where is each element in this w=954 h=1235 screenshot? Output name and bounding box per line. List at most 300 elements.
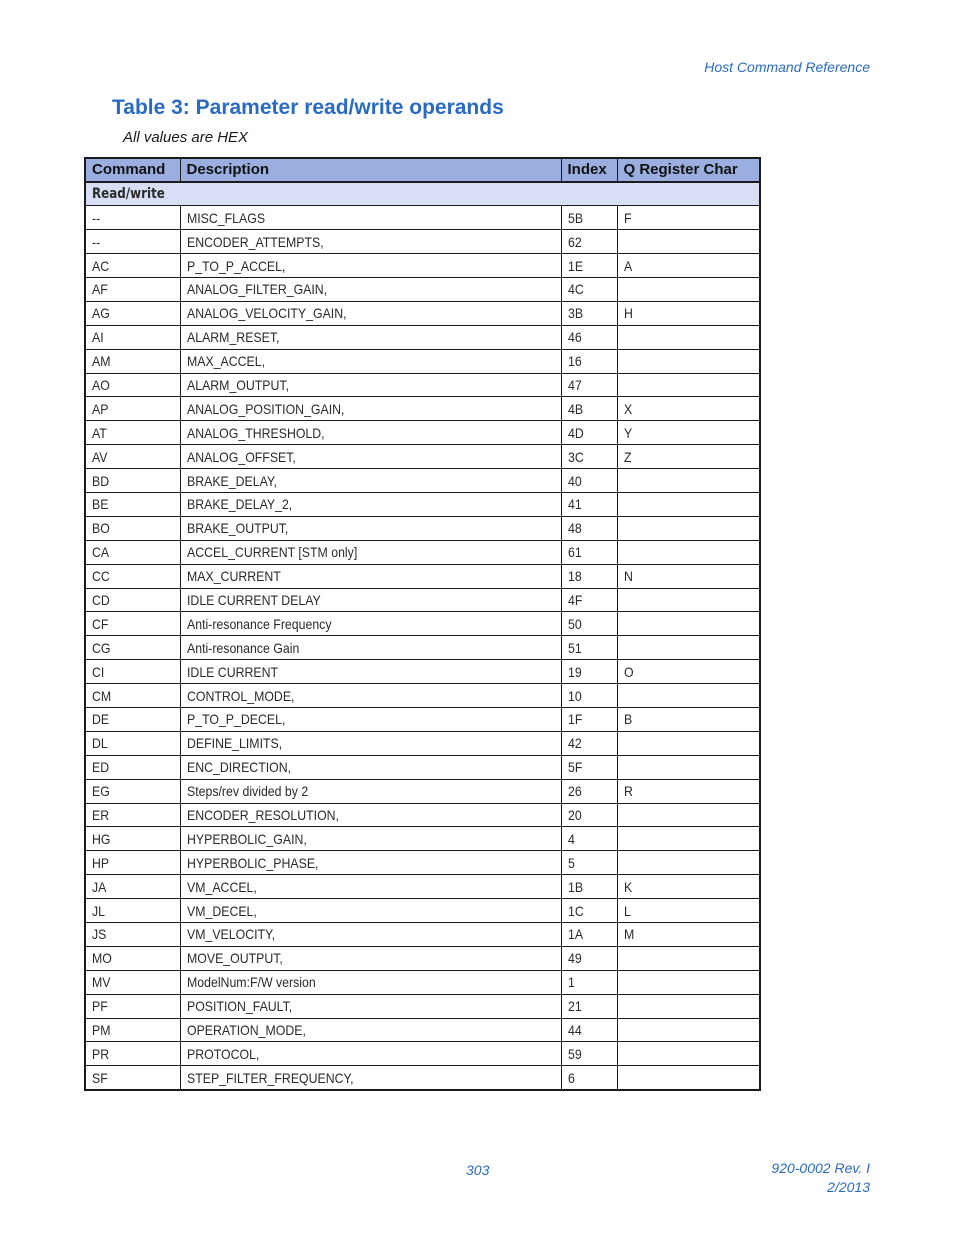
cell-index bbox=[561, 1018, 617, 1042]
cell-command bbox=[85, 803, 180, 827]
cell-index-text: 6 bbox=[567, 1069, 575, 1086]
cell-description-text: IDLE CURRENT bbox=[186, 663, 278, 680]
cell-command-text: BD bbox=[92, 472, 110, 489]
cell-command bbox=[85, 970, 180, 994]
cell-q-register-char bbox=[617, 827, 760, 851]
cell-command-text: AV bbox=[92, 448, 108, 465]
cell-q-register-char-text: M bbox=[623, 926, 634, 943]
cell-q-register-char bbox=[617, 373, 760, 397]
table-row bbox=[85, 779, 760, 803]
cell-command-text: HG bbox=[92, 830, 111, 847]
cell-index bbox=[561, 277, 617, 301]
cell-description-text: Anti-resonance Frequency bbox=[186, 615, 331, 632]
cell-command-text: AC bbox=[92, 257, 110, 274]
cell-index-text: 4D bbox=[567, 424, 584, 441]
cell-q-register-char bbox=[617, 875, 760, 899]
cell-q-register-char bbox=[617, 1018, 760, 1042]
table-row bbox=[85, 230, 760, 254]
cell-command-text: JA bbox=[92, 878, 107, 895]
table-row bbox=[85, 588, 760, 612]
cell-command bbox=[85, 516, 180, 540]
cell-index-text: 1F bbox=[567, 711, 582, 728]
table-row bbox=[85, 206, 760, 230]
section-label: Read/write bbox=[92, 186, 165, 203]
cell-q-register-char bbox=[617, 899, 760, 923]
cell-index-text: 48 bbox=[567, 520, 582, 537]
cell-index-text: 46 bbox=[567, 329, 582, 346]
cell-index bbox=[561, 636, 617, 660]
table-row bbox=[85, 923, 760, 947]
cell-q-register-char bbox=[617, 397, 760, 421]
table-row bbox=[85, 731, 760, 755]
cell-command-text: ED bbox=[92, 759, 110, 776]
table-row bbox=[85, 564, 760, 588]
cell-index bbox=[561, 923, 617, 947]
cell-description-text: BRAKE_DELAY, bbox=[186, 472, 277, 489]
cell-description bbox=[180, 684, 561, 708]
cell-description-text: P_TO_P_DECEL, bbox=[186, 711, 285, 728]
cell-description bbox=[180, 277, 561, 301]
table-row bbox=[85, 1018, 760, 1042]
footer-doc-info bbox=[771, 1159, 870, 1197]
cell-index bbox=[561, 660, 617, 684]
cell-description bbox=[180, 660, 561, 684]
cell-description-text: ANALOG_THRESHOLD, bbox=[186, 424, 325, 441]
running-header: Host Command Reference bbox=[704, 59, 870, 75]
cell-index-text: 19 bbox=[567, 663, 582, 680]
table-body bbox=[85, 182, 760, 1090]
cell-q-register-char bbox=[617, 1066, 760, 1090]
cell-command bbox=[85, 731, 180, 755]
cell-index-text: 1B bbox=[567, 878, 583, 895]
cell-q-register-char-text: L bbox=[623, 902, 631, 919]
cell-command-text: AO bbox=[92, 376, 110, 393]
cell-index-text: 4B bbox=[567, 400, 583, 417]
cell-description-text: Steps/rev divided by 2 bbox=[186, 783, 308, 800]
section-label-cell bbox=[85, 182, 760, 206]
cell-index-text: 4F bbox=[567, 591, 582, 608]
cell-command-text: BO bbox=[92, 520, 110, 537]
cell-q-register-char bbox=[617, 684, 760, 708]
cell-command-text: AF bbox=[92, 281, 108, 298]
cell-description bbox=[180, 1018, 561, 1042]
cell-index-text: 49 bbox=[567, 950, 582, 967]
cell-description bbox=[180, 779, 561, 803]
cell-q-register-char bbox=[617, 540, 760, 564]
cell-index bbox=[561, 206, 617, 230]
cell-description bbox=[180, 923, 561, 947]
cell-command bbox=[85, 254, 180, 278]
cell-index-text: 3B bbox=[567, 305, 583, 322]
cell-command bbox=[85, 1042, 180, 1066]
cell-index-text: 10 bbox=[567, 687, 582, 704]
cell-command bbox=[85, 230, 180, 254]
table-row bbox=[85, 899, 760, 923]
cell-command-text: -- bbox=[92, 233, 101, 250]
cell-q-register-char-text: H bbox=[623, 305, 633, 322]
cell-command-text: MO bbox=[92, 950, 112, 967]
cell-index bbox=[561, 875, 617, 899]
cell-q-register-char bbox=[617, 254, 760, 278]
cell-command bbox=[85, 445, 180, 469]
cell-index bbox=[561, 516, 617, 540]
cell-description-text: ENC_DIRECTION, bbox=[186, 759, 291, 776]
cell-index bbox=[561, 421, 617, 445]
cell-description-text: POSITION_FAULT, bbox=[186, 998, 292, 1015]
table-header bbox=[85, 158, 760, 182]
table-row bbox=[85, 946, 760, 970]
cell-command bbox=[85, 469, 180, 493]
cell-q-register-char-text: A bbox=[623, 257, 632, 274]
cell-command bbox=[85, 875, 180, 899]
cell-index bbox=[561, 301, 617, 325]
cell-description-text: HYPERBOLIC_GAIN, bbox=[186, 830, 307, 847]
cell-description-text: IDLE CURRENT DELAY bbox=[186, 591, 321, 608]
table-row bbox=[85, 970, 760, 994]
table-row bbox=[85, 445, 760, 469]
cell-command bbox=[85, 301, 180, 325]
section-row bbox=[85, 182, 760, 206]
cell-command bbox=[85, 397, 180, 421]
header-row bbox=[85, 158, 760, 182]
cell-index-text: 26 bbox=[567, 783, 582, 800]
cell-command-text: ER bbox=[92, 806, 110, 823]
cell-index-text: 50 bbox=[567, 615, 582, 632]
parameter-table bbox=[84, 157, 761, 1091]
cell-q-register-char bbox=[617, 445, 760, 469]
cell-q-register-char-text: K bbox=[623, 878, 632, 895]
cell-q-register-char bbox=[617, 588, 760, 612]
table-row bbox=[85, 1066, 760, 1090]
cell-description bbox=[180, 230, 561, 254]
cell-index-text: 18 bbox=[567, 568, 582, 585]
cell-index bbox=[561, 469, 617, 493]
cell-description-text: ALARM_RESET, bbox=[186, 329, 279, 346]
cell-description bbox=[180, 612, 561, 636]
cell-description-text: ANALOG_OFFSET, bbox=[186, 448, 296, 465]
cell-description bbox=[180, 325, 561, 349]
cell-command bbox=[85, 492, 180, 516]
cell-index bbox=[561, 325, 617, 349]
cell-index-text: 40 bbox=[567, 472, 582, 489]
cell-index bbox=[561, 492, 617, 516]
cell-index-text: 20 bbox=[567, 806, 582, 823]
cell-q-register-char bbox=[617, 325, 760, 349]
cell-index bbox=[561, 1066, 617, 1090]
cell-index-text: 59 bbox=[567, 1045, 582, 1062]
cell-q-register-char bbox=[617, 755, 760, 779]
cell-description-text: ENCODER_ATTEMPTS, bbox=[186, 233, 324, 250]
cell-command-text: HP bbox=[92, 854, 110, 871]
cell-description bbox=[180, 851, 561, 875]
cell-index bbox=[561, 254, 617, 278]
cell-command bbox=[85, 349, 180, 373]
cell-description-text: P_TO_P_ACCEL, bbox=[186, 257, 285, 274]
column-header-description: Description bbox=[180, 158, 561, 182]
cell-description-text: ModelNum:F/W version bbox=[186, 974, 316, 991]
cell-description-text: MAX_ACCEL, bbox=[186, 353, 265, 370]
cell-description-text: ALARM_OUTPUT, bbox=[186, 376, 289, 393]
cell-index-text: 44 bbox=[567, 1022, 582, 1038]
table-row bbox=[85, 349, 760, 373]
cell-description-text: ANALOG_POSITION_GAIN, bbox=[186, 400, 344, 417]
cell-index bbox=[561, 684, 617, 708]
cell-command bbox=[85, 277, 180, 301]
cell-command-text: CC bbox=[92, 568, 110, 585]
column-header-command: Command bbox=[85, 158, 180, 182]
cell-index-text: 3C bbox=[567, 448, 584, 465]
cell-index bbox=[561, 588, 617, 612]
cell-command-text: -- bbox=[92, 209, 101, 226]
column-header-index: Index bbox=[561, 158, 617, 182]
cell-command-text: PR bbox=[92, 1045, 110, 1062]
cell-description bbox=[180, 206, 561, 230]
cell-index-text: 21 bbox=[567, 998, 582, 1015]
cell-index-text: 5 bbox=[567, 854, 575, 871]
table-row bbox=[85, 397, 760, 421]
cell-description bbox=[180, 946, 561, 970]
cell-command bbox=[85, 946, 180, 970]
cell-command-text: CF bbox=[92, 615, 109, 632]
cell-command bbox=[85, 660, 180, 684]
cell-index bbox=[561, 827, 617, 851]
cell-description-text: CONTROL_MODE, bbox=[186, 687, 294, 704]
table-row bbox=[85, 612, 760, 636]
table-row bbox=[85, 875, 760, 899]
cell-command bbox=[85, 588, 180, 612]
cell-description-text: ANALOG_FILTER_GAIN, bbox=[186, 281, 327, 298]
cell-q-register-char-text: N bbox=[623, 568, 633, 585]
cell-q-register-char-text: Z bbox=[623, 448, 632, 465]
table-row bbox=[85, 851, 760, 875]
cell-description-text: VM_ACCEL, bbox=[186, 878, 257, 895]
cell-command-text: MV bbox=[92, 974, 111, 991]
cell-command bbox=[85, 827, 180, 851]
cell-description-text: MOVE_OUTPUT, bbox=[186, 950, 283, 967]
cell-index bbox=[561, 899, 617, 923]
cell-command-text: CD bbox=[92, 591, 110, 608]
table-row bbox=[85, 254, 760, 278]
cell-index bbox=[561, 564, 617, 588]
cell-q-register-char bbox=[617, 516, 760, 540]
cell-index bbox=[561, 612, 617, 636]
table-row bbox=[85, 492, 760, 516]
cell-q-register-char bbox=[617, 564, 760, 588]
cell-q-register-char bbox=[617, 707, 760, 731]
cell-command bbox=[85, 1018, 180, 1042]
cell-q-register-char bbox=[617, 660, 760, 684]
cell-description-text: VM_VELOCITY, bbox=[186, 926, 275, 943]
cell-q-register-char bbox=[617, 277, 760, 301]
cell-index bbox=[561, 1042, 617, 1066]
cell-command-text: CA bbox=[92, 544, 110, 561]
cell-command-text: CI bbox=[92, 663, 105, 680]
cell-description bbox=[180, 899, 561, 923]
cell-q-register-char bbox=[617, 1042, 760, 1066]
cell-index bbox=[561, 755, 617, 779]
cell-index bbox=[561, 946, 617, 970]
cell-index-text: 41 bbox=[567, 496, 582, 513]
cell-command bbox=[85, 612, 180, 636]
cell-q-register-char bbox=[617, 349, 760, 373]
cell-command bbox=[85, 1066, 180, 1090]
table-row bbox=[85, 803, 760, 827]
cell-description-text: ENCODER_RESOLUTION, bbox=[186, 806, 339, 823]
cell-description bbox=[180, 540, 561, 564]
cell-description-text: OPERATION_MODE, bbox=[186, 1022, 306, 1038]
cell-command-text: DE bbox=[92, 711, 110, 728]
cell-description-text: STEP_FILTER_FREQUENCY, bbox=[186, 1069, 354, 1086]
cell-q-register-char bbox=[617, 492, 760, 516]
cell-index bbox=[561, 445, 617, 469]
cell-q-register-char bbox=[617, 301, 760, 325]
cell-description bbox=[180, 827, 561, 851]
cell-command bbox=[85, 373, 180, 397]
cell-index-text: 5B bbox=[567, 209, 583, 226]
table-row bbox=[85, 421, 760, 445]
table-row bbox=[85, 755, 760, 779]
cell-index-text: 62 bbox=[567, 233, 582, 250]
cell-q-register-char-text: F bbox=[623, 209, 632, 226]
table-row bbox=[85, 516, 760, 540]
cell-index bbox=[561, 349, 617, 373]
doc-number: 920-0002 Rev. I bbox=[771, 1160, 870, 1176]
cell-description-text: VM_DECEL, bbox=[186, 902, 257, 919]
cell-command-text: AT bbox=[92, 424, 107, 441]
cell-command-text: AM bbox=[92, 353, 111, 370]
column-header-q-register-char: Q Register Char bbox=[617, 158, 760, 182]
cell-command bbox=[85, 994, 180, 1018]
cell-description bbox=[180, 469, 561, 493]
cell-q-register-char bbox=[617, 731, 760, 755]
cell-command bbox=[85, 707, 180, 731]
cell-description-text: BRAKE_DELAY_2, bbox=[186, 496, 292, 513]
cell-description bbox=[180, 707, 561, 731]
cell-index bbox=[561, 707, 617, 731]
table-title: Table 3: Parameter read/write operands bbox=[112, 96, 504, 119]
cell-q-register-char bbox=[617, 994, 760, 1018]
cell-index-text: 1 bbox=[567, 974, 575, 991]
cell-description bbox=[180, 349, 561, 373]
cell-q-register-char bbox=[617, 779, 760, 803]
cell-description bbox=[180, 875, 561, 899]
cell-description-text: BRAKE_OUTPUT, bbox=[186, 520, 288, 537]
cell-command-text: PF bbox=[92, 998, 108, 1015]
cell-description-text: Anti-resonance Gain bbox=[186, 639, 299, 656]
cell-index-text: 1A bbox=[567, 926, 583, 943]
table-row bbox=[85, 325, 760, 349]
cell-description bbox=[180, 588, 561, 612]
cell-description bbox=[180, 564, 561, 588]
table-row bbox=[85, 373, 760, 397]
cell-q-register-char bbox=[617, 970, 760, 994]
cell-command bbox=[85, 851, 180, 875]
cell-index bbox=[561, 851, 617, 875]
table-row bbox=[85, 994, 760, 1018]
cell-description-text: MAX_CURRENT bbox=[186, 568, 281, 585]
cell-description-text: ANALOG_VELOCITY_GAIN, bbox=[186, 305, 347, 322]
cell-description bbox=[180, 803, 561, 827]
cell-index-text: 4C bbox=[567, 281, 584, 298]
cell-index-text: 61 bbox=[567, 544, 582, 561]
cell-index-text: 16 bbox=[567, 353, 582, 370]
cell-q-register-char-text: O bbox=[623, 663, 634, 680]
cell-q-register-char-text: X bbox=[623, 400, 632, 417]
cell-description-text: PROTOCOL, bbox=[186, 1045, 259, 1062]
cell-command-text: AG bbox=[92, 305, 110, 322]
cell-index bbox=[561, 731, 617, 755]
cell-command-text: DL bbox=[92, 735, 108, 752]
table-row bbox=[85, 469, 760, 493]
cell-command bbox=[85, 755, 180, 779]
cell-command-text: EG bbox=[92, 783, 110, 800]
cell-description bbox=[180, 1066, 561, 1090]
table-row bbox=[85, 636, 760, 660]
cell-q-register-char bbox=[617, 923, 760, 947]
cell-command bbox=[85, 684, 180, 708]
cell-command bbox=[85, 540, 180, 564]
cell-command bbox=[85, 636, 180, 660]
cell-q-register-char bbox=[617, 230, 760, 254]
cell-index-text: 42 bbox=[567, 735, 582, 752]
cell-description bbox=[180, 755, 561, 779]
cell-q-register-char bbox=[617, 469, 760, 493]
cell-q-register-char bbox=[617, 851, 760, 875]
cell-q-register-char bbox=[617, 206, 760, 230]
cell-command-text: JL bbox=[92, 902, 106, 919]
cell-q-register-char bbox=[617, 946, 760, 970]
cell-description bbox=[180, 421, 561, 445]
cell-command bbox=[85, 206, 180, 230]
cell-index bbox=[561, 970, 617, 994]
table-row bbox=[85, 540, 760, 564]
cell-command bbox=[85, 923, 180, 947]
table-row bbox=[85, 277, 760, 301]
cell-q-register-char bbox=[617, 803, 760, 827]
cell-command bbox=[85, 779, 180, 803]
cell-index-text: 5F bbox=[567, 759, 582, 776]
cell-description bbox=[180, 254, 561, 278]
cell-command-text: AP bbox=[92, 400, 109, 417]
cell-command-text: SF bbox=[92, 1069, 108, 1086]
cell-command bbox=[85, 899, 180, 923]
cell-q-register-char-text: B bbox=[623, 711, 632, 728]
cell-q-register-char bbox=[617, 612, 760, 636]
cell-description-text: ACCEL_CURRENT [STM only] bbox=[186, 544, 357, 561]
cell-index-text: 47 bbox=[567, 376, 582, 393]
cell-index bbox=[561, 540, 617, 564]
table-row bbox=[85, 827, 760, 851]
cell-command-text: CG bbox=[92, 639, 111, 656]
cell-index-text: 1C bbox=[567, 902, 584, 919]
cell-index bbox=[561, 397, 617, 421]
cell-command bbox=[85, 325, 180, 349]
cell-description bbox=[180, 492, 561, 516]
cell-description-text: MISC_FLAGS bbox=[186, 209, 265, 226]
cell-description bbox=[180, 1042, 561, 1066]
cell-command-text: AI bbox=[92, 329, 104, 346]
cell-q-register-char-text: Y bbox=[623, 424, 632, 441]
cell-index-text: 51 bbox=[567, 639, 582, 656]
cell-description-text: HYPERBOLIC_PHASE, bbox=[186, 854, 318, 871]
cell-index bbox=[561, 230, 617, 254]
cell-description bbox=[180, 731, 561, 755]
table-row bbox=[85, 684, 760, 708]
cell-description bbox=[180, 373, 561, 397]
cell-command bbox=[85, 564, 180, 588]
cell-description bbox=[180, 516, 561, 540]
cell-index bbox=[561, 373, 617, 397]
